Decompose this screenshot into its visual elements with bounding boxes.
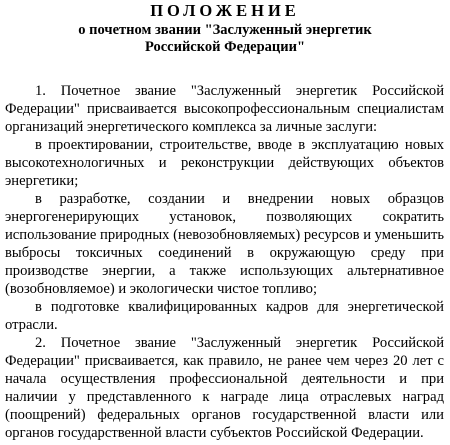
paragraph-2-line: 2. Почетное звание "Заслуженный энергетик Российской <box>35 335 444 351</box>
list-item-line: производстве энергии, а также использующих альтернативное <box>5 263 444 279</box>
list-item-line: отрасли. <box>5 317 58 333</box>
paragraph-2-line: наличии у представленного к награде лица отраслевых наград <box>5 389 444 405</box>
list-item-line: высокотехнологичных и реконструкции действующих объектов <box>5 155 444 171</box>
paragraph-2-line: начала осуществления профессиональной деятельности и при <box>5 371 444 387</box>
document-title: ПОЛОЖЕНИЕ <box>150 1 300 20</box>
list-item-line: использование природных (невозобновляемых) ресурсов и уменьшить <box>5 227 444 243</box>
paragraph-1-line: организаций энергетического комплекса за личные заслуги: <box>5 119 378 135</box>
list-item-line: в разработке, создании и внедрении новых образцов <box>35 191 444 207</box>
paragraph-1-line: Федерации" присваивается высокопрофессиональным специалистам <box>5 101 444 117</box>
list-item-line: в подготовке квалифицированных кадров для энергетической <box>35 299 444 315</box>
paragraph-2-line: Федерации" присваивается, как правило, не ранее чем через 20 лет с <box>5 353 444 369</box>
list-item-line: энергетики; <box>5 173 79 189</box>
list-item-line: (возобновляемое) и экологически чистое топливо; <box>5 281 318 297</box>
paragraph-2-line: органов государственной власти субъектов Российской Федерации. <box>5 425 424 441</box>
list-item-line: выбросы токсичных соединений в окружающую среду при <box>5 245 444 261</box>
document-subtitle-line-2: Российской Федерации" <box>144 39 306 55</box>
list-item-line: в проектировании, строительстве, вводе в эксплуатацию новых <box>35 137 444 153</box>
paragraph-1-line: 1. Почетное звание "Заслуженный энергетик Российской <box>35 83 444 99</box>
document-subtitle-line-1: о почетном звании "Заслуженный энергетик <box>78 22 372 38</box>
list-item-line: энергогенерирующих установок, позволяющих сократить <box>5 209 444 225</box>
paragraph-2-line: (поощрений) федеральных органов государственной власти или <box>5 407 444 423</box>
